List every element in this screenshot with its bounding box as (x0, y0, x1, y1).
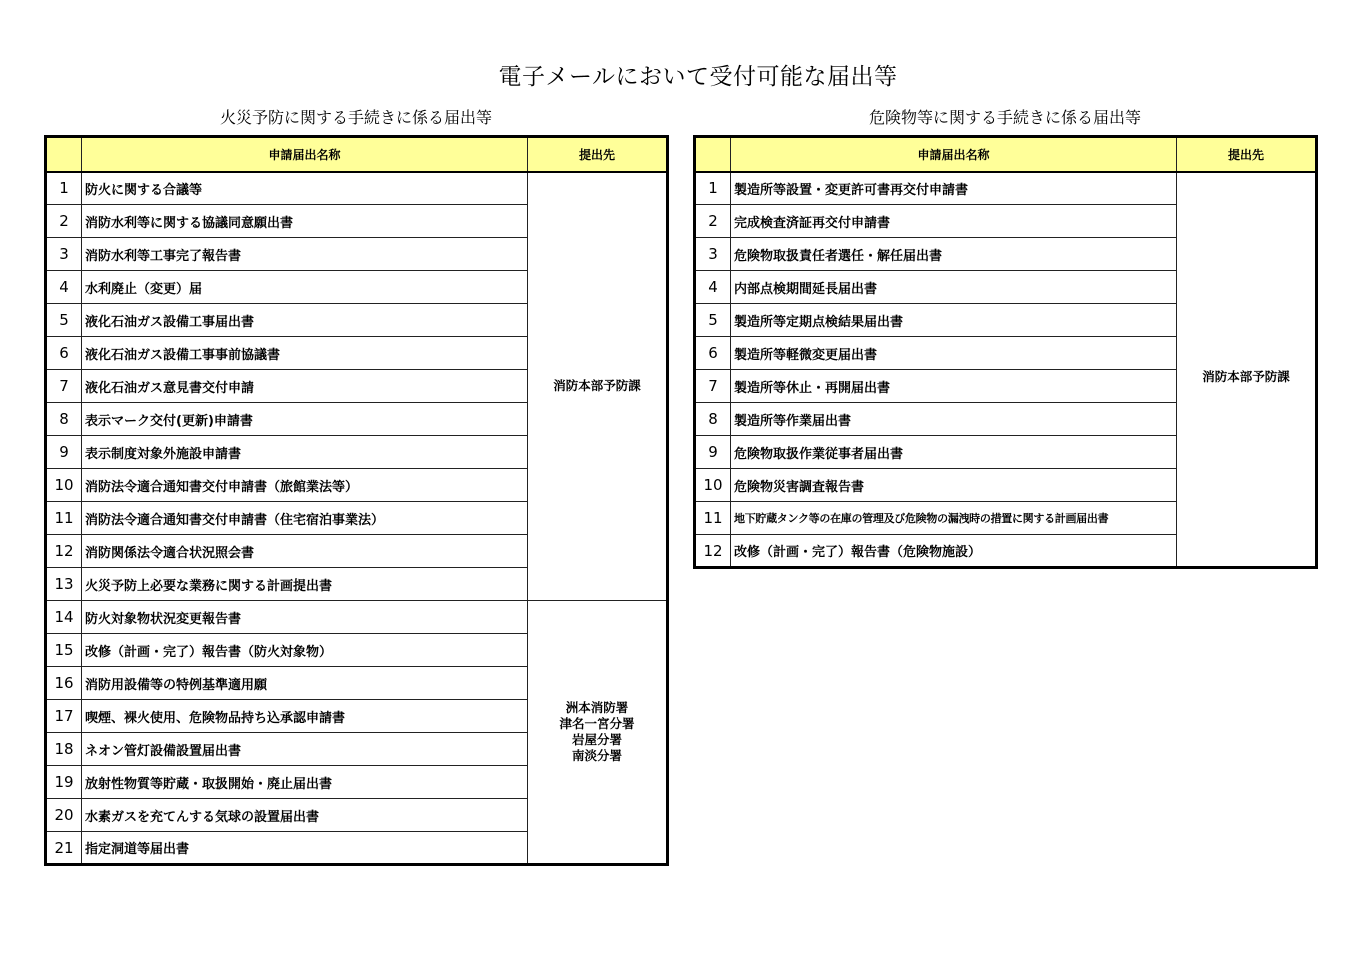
row-number: 4 (695, 271, 731, 304)
row-number: 8 (695, 403, 731, 436)
col-header-name: 申請届出名称 (731, 137, 1177, 172)
row-number: 15 (46, 634, 82, 667)
form-name: 液化石油ガス設備工事届出書 (82, 304, 528, 337)
form-name: 火災予防上必要な業務に関する計画提出書 (82, 568, 528, 601)
form-name: 改修（計画・完了）報告書（危険物施設） (731, 535, 1177, 568)
destination-office: 南淡分署 (571, 748, 622, 763)
row-number: 14 (46, 601, 82, 634)
row-number: 17 (46, 700, 82, 733)
row-number: 12 (46, 535, 82, 568)
table-header-row (46, 137, 668, 172)
form-name: 消防用設備等の特例基準適用願 (82, 667, 528, 700)
form-name: 消防水利等工事完了報告書 (82, 238, 528, 271)
form-name: 防火対象物状況変更報告書 (82, 601, 528, 634)
table-header-row (695, 137, 1317, 172)
row-number: 10 (46, 469, 82, 502)
hazardous-table (693, 135, 1318, 569)
row-number: 19 (46, 766, 82, 799)
form-name: 危険物取扱責任者選任・解任届出書 (731, 238, 1177, 271)
form-name: 表示制度対象外施設申請書 (82, 436, 528, 469)
hazardous-heading: 危険物等に関する手続きに係る届出等 (868, 108, 1141, 127)
col-header-num (46, 137, 82, 172)
form-name: 改修（計画・完了）報告書（防火対象物） (82, 634, 528, 667)
form-name: 液化石油ガス設備工事事前協議書 (82, 337, 528, 370)
row-number: 4 (46, 271, 82, 304)
form-name: 消防水利等に関する協議同意願出書 (82, 205, 528, 238)
row-number: 1 (46, 172, 82, 205)
col-header-num (695, 137, 731, 172)
form-name: 液化石油ガス意見書交付申請 (82, 370, 528, 403)
row-number: 13 (46, 568, 82, 601)
row-number: 18 (46, 733, 82, 766)
row-number: 5 (695, 304, 731, 337)
row-number: 6 (46, 337, 82, 370)
destination-office: 洲本消防署 (565, 700, 629, 715)
form-name: 製造所等設置・変更許可書再交付申請書 (731, 172, 1177, 205)
row-number: 20 (46, 799, 82, 832)
form-name: 製造所等定期点検結果届出書 (731, 304, 1177, 337)
form-name: 指定洞道等届出書 (82, 832, 528, 865)
form-name: 防火に関する合議等 (82, 172, 528, 205)
row-number: 3 (695, 238, 731, 271)
row-number: 21 (46, 832, 82, 865)
form-name: 製造所等休止・再開届出書 (731, 370, 1177, 403)
row-number: 7 (695, 370, 731, 403)
row-number: 8 (46, 403, 82, 436)
form-name: 水利廃止（変更）届 (82, 271, 528, 304)
form-name: 喫煙、裸火使用、危険物品持ち込承認申請書 (82, 700, 528, 733)
col-header-name: 申請届出名称 (82, 137, 528, 172)
row-number: 9 (46, 436, 82, 469)
form-name: 危険物災害調査報告書 (731, 469, 1177, 502)
destination-office: 津名一宮分署 (559, 716, 635, 731)
form-name: 危険物取扱作業従事者届出書 (731, 436, 1177, 469)
destination-office: 消防本部予防課 (553, 378, 641, 394)
row-number: 11 (695, 502, 731, 535)
form-name: ネオン管灯設備設置届出書 (82, 733, 528, 766)
form-name: 製造所等軽微変更届出書 (731, 337, 1177, 370)
page-title: 電子メールにおいて受付可能な届出等 (498, 64, 898, 90)
form-name: 内部点検期間延長届出書 (731, 271, 1177, 304)
row-number: 6 (695, 337, 731, 370)
row-number: 2 (695, 205, 731, 238)
row-number: 11 (46, 502, 82, 535)
submission-destination (528, 601, 668, 865)
form-name: 放射性物質等貯蔵・取扱開始・廃止届出書 (82, 766, 528, 799)
form-name: 水素ガスを充てんする気球の設置届出書 (82, 799, 528, 832)
col-header-destination: 提出先 (1177, 137, 1317, 172)
form-name: 製造所等作業届出書 (731, 403, 1177, 436)
destination-office: 岩屋分署 (571, 732, 622, 747)
row-number: 16 (46, 667, 82, 700)
form-name: 消防法令適合通知書交付申請書（住宅宿泊事業法） (82, 502, 528, 535)
fire-prevention-table (44, 135, 669, 866)
row-number: 9 (695, 436, 731, 469)
form-name: 表示マーク交付(更新)申請書 (82, 403, 528, 436)
submission-destination (1177, 172, 1317, 568)
row-number: 10 (695, 469, 731, 502)
destination-office: 消防本部予防課 (1202, 368, 1290, 384)
row-number: 3 (46, 238, 82, 271)
row-number: 5 (46, 304, 82, 337)
form-name: 消防法令適合通知書交付申請書（旅館業法等） (82, 469, 528, 502)
table-row (46, 601, 668, 634)
form-name: 地下貯蔵タンク等の在庫の管理及び危険物の漏洩時の措置に関する計画届出書 (731, 502, 1177, 535)
table-row (695, 172, 1317, 205)
row-number: 7 (46, 370, 82, 403)
form-name: 完成検査済証再交付申請書 (731, 205, 1177, 238)
col-header-destination: 提出先 (528, 137, 668, 172)
form-name: 消防関係法令適合状況照会書 (82, 535, 528, 568)
submission-destination (528, 172, 668, 601)
row-number: 2 (46, 205, 82, 238)
table-row (46, 172, 668, 205)
row-number: 1 (695, 172, 731, 205)
row-number: 12 (695, 535, 731, 568)
fire-prevention-heading: 火災予防に関する手続きに係る届出等 (219, 108, 492, 127)
